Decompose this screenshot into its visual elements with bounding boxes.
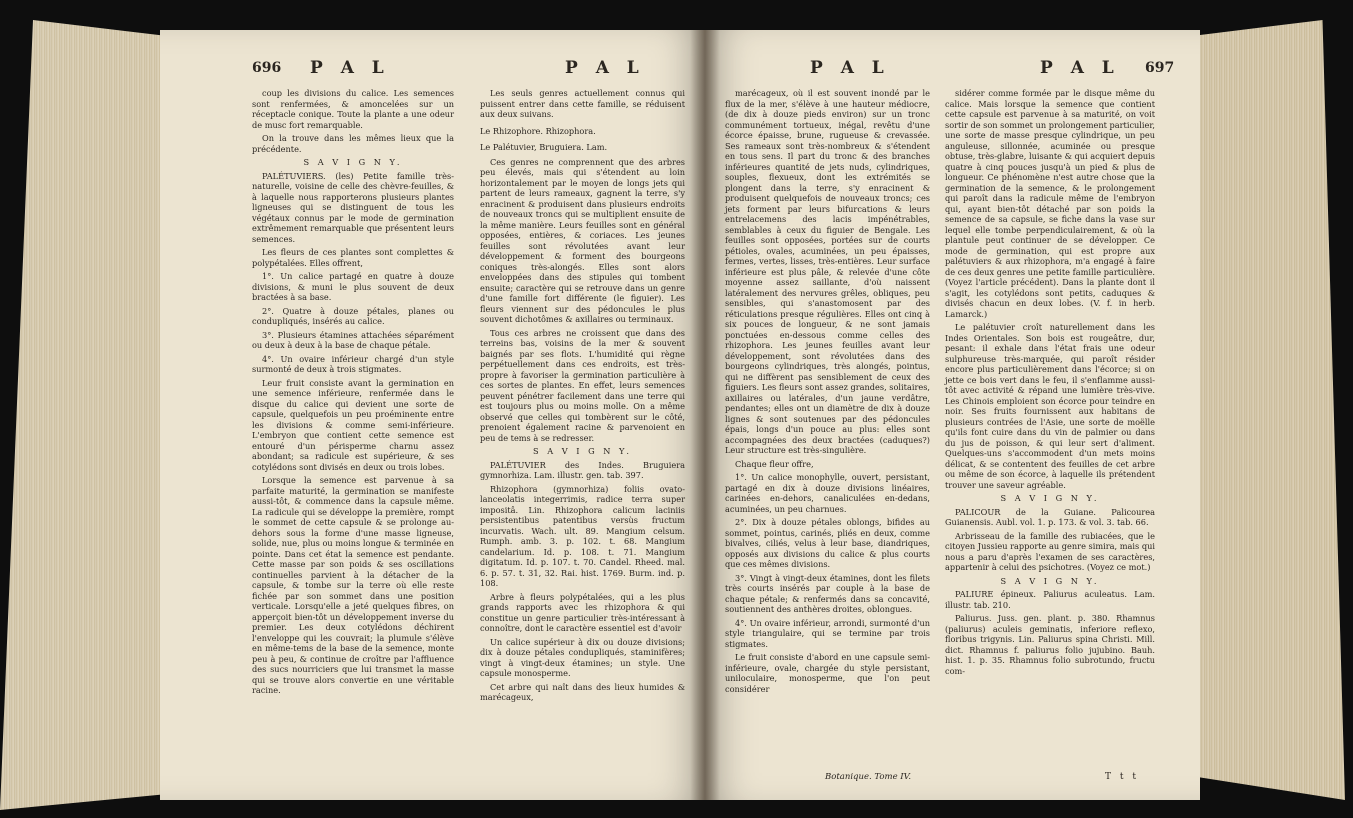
paragraph: Les fleurs de ces plantes sont complettes & polypétalées. Elles offrent, bbox=[252, 247, 454, 268]
paragraph: 1°. Un calice monophylle, ouvert, persistant, partagé en dix à douze divisions linéaires, carinées en-dehors, canaliculées en-dedans, acuminées, un peu charnues. bbox=[725, 472, 930, 514]
paragraph: Le Rhizophore. Rhizophora. bbox=[480, 125, 596, 136]
paragraph: Le Palétuvier, Bruguiera. Lam. bbox=[480, 142, 608, 152]
running-head-right-col2: P A L bbox=[1040, 58, 1120, 78]
running-head-left-col1: P A L bbox=[310, 58, 390, 78]
paragraph: 4°. Un ovaire inférieur, arrondi, surmonté d'un style triangulaire, qui se termine par trois stigmates. bbox=[725, 617, 930, 649]
paragraph: 2°. Quatre à douze pétales, planes ou condupliqués, insérés au calice. bbox=[252, 305, 454, 326]
paragraph: marécageux, où il est souvent inondé par le flux de la mer, s'élève à une hauteur médiocre, (de dix à douze pieds environ) sur un tronc communément tortueux, inégal, revêtu d'une écorce épaisse, brune, rugueuse & crevassée. Ses rameaux sont très-nombreux & s'étendent en tous sens. Il part du tronc & des branches inférieures quantité de jets nuds, cylindriques, souples, flexueux, dont les extrémités se plongent dans la terre, s'y enracinent & produisent quelquefois de nouveaux troncs; ces jets forment par leurs bifurcations & leurs entrelacemens des lacis impénétrables, semblables à ceux du figuier de Bengale. Les feuilles sont opposées, portées sur de courts pétioles, ovales, acuminées, un peu épaisses, fermes, vertes, lisses, très-entières. Leur surface inférieure est plus pâle, & relevée d'une côte moyenne assez saillante, d'où naissent latéralement des nervures grêles, obliques, peu sensibles, qui s'anastomosent par des réticulations presque régulières. Elles ont cinq à six pouces de longueur, & ne sont jamais ponctuées en-dessous comme celles des rhizophora. Les jeunes feuilles avant leur développement, sont révolutées dans des bourgeons cylindriques, très alongés, pointus, qui ne diffèrent pas sensiblement de ceux des figuiers. Les fleurs sont assez grandes, solitaires, axillaires ou latérales, d'un jaune verdâtre, pendantes; elles ont un diamètre de dix à douze lignes & sont soutenues par des pédoncules épais, longs d'un pouce au plus: elles sont accompagnées des deux bractées (caduques?) Leur structure est très-singulière. bbox=[725, 88, 931, 455]
paragraph: Lorsque la semence est parvenue à sa parfaite maturité, la germination se manifeste aussi-tôt, & commence dans la capsule même. La radicule qui se développe la première, rompt le sommet de cette capsule & se prolonge au-dehors sous la forme d'une masse ligneuse, solide, nue, plus ou moins longue & terminée en pointe. Dans cet état la semence est pendante. Cette masse par son poids & ses oscillations continuelles parvient à la détacher de la capsule, & tombe sur la terre où elle reste fichée par son sommet dans une position verticale. Lorsqu'elle a jeté quelques fibres, on apperçoit bien-tôt un développement inverse du premier. Les deux cotylédons déchirent l'enveloppe qui les couvrait; la plumule s'élève en même-tems de la base de la semence, monte peu à peu, & continue de croître par l'affluence des sucs nourriciers que lui transmet la masse qui se trouve alors convertie en une véritable racine. bbox=[252, 475, 454, 695]
paragraph: On la trouve dans les mêmes lieux que la précédente. bbox=[252, 133, 454, 154]
signature-mark: T t t bbox=[1105, 772, 1139, 782]
paragraph: 2°. Dix à douze pétales oblongs, bifides au sommet, pointus, carinés, pliés en deux, comme bivalves, ciliés, velus à leur base, diandriques, opposés aux divisions du calice & plus courts que ces mêmes divisions. bbox=[725, 517, 930, 569]
running-head-left-col2: P A L bbox=[565, 58, 645, 78]
left-column-1 bbox=[252, 88, 454, 699]
author-signature: S A V I G N Y. bbox=[1000, 493, 1100, 503]
paragraph: sidérer comme formée par le disque même du calice. Mais lorsque la semence que contient cette capsule est parvenue à sa maturité, on voit sortir de son sommet un prolongement particulier, une sorte de masse presque cylindrique, un peu anguleuse, sillonnée, acuminée ou presque obtuse, très-glabre, luisante & qui acquiert depuis quatre à cinq pouces jusqu'à un pied & plus de longueur. Ce phénomène n'est autre chose que la germination de la semence, & le prolongement qui paroît dans la radicule même de l'embryon qui, ayant bien-tôt détaché par son poids la semence de sa capsule, se fiche dans la vase sur lequel elle tombe perpendiculairement, & où la plantule peut continuer de se développer. Ce mode de germination, qui est propre aux palétuviers & aux rhizophora, m'a engagé à faire de ces deux genres une petite famille particulière. (Voyez l'article précédent). Dans la plante dont il s'agit, les cotylédons sont petits, caduques & divisés chacun en deux lobes. (V. f. in herb. Lamarck.) bbox=[945, 88, 1155, 319]
paragraph: Arbre à fleurs polypétalées, qui a les plus grands rapports avec les rhizophora & qui constitue un genre particulier très-intéressant à connoître, dont le caractère essentiel est d'avoir bbox=[480, 591, 685, 633]
paragraph: 1°. Un calice partagé en quatre à douze divisions, & muni le plus souvent de deux bractées à sa base. bbox=[252, 271, 454, 302]
right-page-edges bbox=[1195, 20, 1345, 800]
paragraph: Tous ces arbres ne croissent que dans des terreins bas, voisins de la mer & souvent baignés par ses flots. L'humidité qui règne perpétuellement dans ces endroits, est très-propre à favoriser la germination particulière à ces sortes de plantes. En effet, leurs semences peuvent pénétrer facilement dans une terre qui est toujours plus ou moins molle. On a même observé que celles qui tombèrent sur le côté, prenoient également racine & parvenoient en peu de tems à se redresser. bbox=[480, 327, 685, 443]
paragraph: PALÉTUVIERS. (les) Petite famille très-naturelle, voisine de celle des chèvre-feuilles, & à laquelle nous rapporterons plusieurs plantes ligneuses qui se distinguent de tous les végétaux connus par le mode de germination extrêmement remarquable que présentent leurs semences. bbox=[252, 170, 454, 244]
paragraph: Les seuls genres actuellement connus qui puissent entrer dans cette famille, se réduisent aux deux suivans. bbox=[480, 88, 685, 119]
paragraph: Le palétuvier croît naturellement dans les Indes Orientales. Son bois est rougeâtre, dur, pesant: il exhale dans l'état frais une odeur sulphureuse très-marquée, qui paroît résider encore plus particulièrement dans l'écorce; si on jette ce bois vert dans le feu, il s'enflamme aussi-tôt avec activité & répand une lumière très-vive. Les Chinois emploient son écorce pour teindre en noir. Ses fruits fournissent aux habitans de plusieurs contrées de l'Asie, une sorte de moëlle qu'ils font cuire dans du vin de palmier ou dans du jus de poisson, & qui leur sert d'aliment. Quelques-uns s'accommodent d'un mets moins délicat, & se contentent des feuilles de cet arbre ou même de son écorce, à laquelle ils prétendent trouver une saveur agréable. bbox=[945, 322, 1155, 490]
running-head-right-col1: P A L bbox=[810, 58, 890, 78]
paragraph: Chaque fleur offre, bbox=[735, 458, 814, 469]
paragraph: 3°. Vingt à vingt-deux étamines, dont les filets très courts insérés par couple à la base de chaque pétale; & renfermés dans sa concavité, soutiennent des anthères droites, oblongues. bbox=[725, 572, 930, 614]
author-signature: S A V I G N Y. bbox=[533, 446, 632, 456]
book-gutter bbox=[690, 30, 720, 800]
paragraph: coup les divisions du calice. Les semences sont renfermées, & amoncelées sur un réceptacle conique. Toute la plante a une odeur de musc fort remarquable. bbox=[252, 88, 454, 130]
left-column-2 bbox=[480, 88, 685, 706]
paragraph: Paliurus. Juss. gen. plant. p. 380. Rhamnus (paliurus) aculeis geminatis, inferiore reflexo, floribus trigynis. Lin. Paliurus spina Christi. Mill. dict. Rhamnus f. paliurus folio jujubino. Bauh. hist. 1. p. 35. Rhamnus folio subrotundo, fructu com- bbox=[945, 613, 1155, 676]
right-column-2 bbox=[945, 88, 1155, 679]
paragraph: Arbrisseau de la famille des rubiacées, que le citoyen Jussieu rapporte au genre simira, mais qui nous a paru d'après l'examen de ses caractères, appartenir à celui des psichotres. (Voyez ce mot.) bbox=[945, 530, 1155, 572]
paragraph: PALÉTUVIER des Indes. Bruguiera gymnorhiza. Lam. illustr. gen. tab. 397. bbox=[480, 459, 685, 480]
page-number-left: 696 bbox=[252, 60, 282, 76]
paragraph: PALIURE épineux. Paliurus aculeatus. Lam. illustr. tab. 210. bbox=[945, 589, 1155, 610]
author-signature: S A V I G N Y. bbox=[1000, 575, 1100, 586]
right-page bbox=[705, 30, 1200, 800]
left-page bbox=[160, 30, 705, 800]
paragraph: Le fruit consiste d'abord en une capsule semi-inférieure, ovale, chargée du style persistant, uniloculaire, monosperme, que l'on peut considérer bbox=[725, 652, 930, 694]
page-number-right: 697 bbox=[1145, 60, 1175, 76]
author-signature: S A V I G N Y. bbox=[303, 157, 403, 167]
paragraph: Cet arbre qui naît dans des lieux humides & marécageux, bbox=[480, 681, 685, 702]
paragraph: 3°. Plusieurs étamines attachées séparément ou deux à deux à la base de chaque pétale. bbox=[252, 329, 454, 350]
paragraph: 4°. Un ovaire inférieur chargé d'un style surmonté de deux à trois stigmates. bbox=[252, 353, 454, 374]
volume-footer: Botanique. Tome IV. bbox=[825, 772, 912, 782]
left-page-edges bbox=[0, 20, 165, 810]
paragraph: Un calice supérieur à dix ou douze divisions; dix à douze pétales condupliqués, staminifères; vingt à vingt-deux étamines; un style. Une capsule monosperme. bbox=[480, 636, 685, 678]
paragraph: Leur fruit consiste avant la germination en une semence inférieure, renfermée dans le disque du calice qui devient une sorte de capsule, quelquefois un peu proéminente entre les divisions & comme semi-inférieure. L'embryon que contient cette semence est entouré d'un périsperme charnu assez abondant; sa radicule est supérieure, & ses cotylédons sont divisés en deux ou trois lobes. bbox=[252, 377, 454, 472]
right-column-1 bbox=[725, 88, 930, 697]
paragraph: PALICOUR de la Guiane. Palicourea Guianensis. Aubl. vol. 1. p. 173. & vol. 3. tab. 66. bbox=[945, 506, 1155, 527]
paragraph: Ces genres ne comprennent que des arbres peu élevés, mais qui s'étendent au loin horizontalement par le moyen de longs jets qui partent de leurs rameaux, gagnent la terre, s'y enracinent & produisent dans plusieurs endroits de nouveaux troncs qui se multiplient ensuite de la même manière. Leurs feuilles sont en général opposées, entières, & coriaces. Les jeunes feuilles sont révolutées avant leur développement & forment des bourgeons coniques très-alongés. Elles sont alors enveloppées dans des stipules qui tombent ensuite; caractère qui se retrouve dans un genre d'une famille fort différente (le figuier). Les fleurs viennent sur des pédoncules le plus souvent dichotômes & axillaires ou terminaux. bbox=[480, 156, 685, 324]
paragraph: Rhizophora (gymnorhiza) foliis ovato-lanceolatis integerrimis, radice terra super impositâ. Lin. Rhizophora calicum laciniis persistentibus patentibus versùs fructum incurvatis. Wach. ult. 89. Mangium celsum. Rumph. amb. 3. p. 102. t. 68. Mangium candelarium. Id. p. 108. t. 71. Mangium digitatum. Id. p. 107. t. 70. Candel. Rheed. mal. 6. p. 57. t. 31, 32. Rai. hist. 1769. Burm. ind. p. 108. bbox=[480, 483, 685, 588]
